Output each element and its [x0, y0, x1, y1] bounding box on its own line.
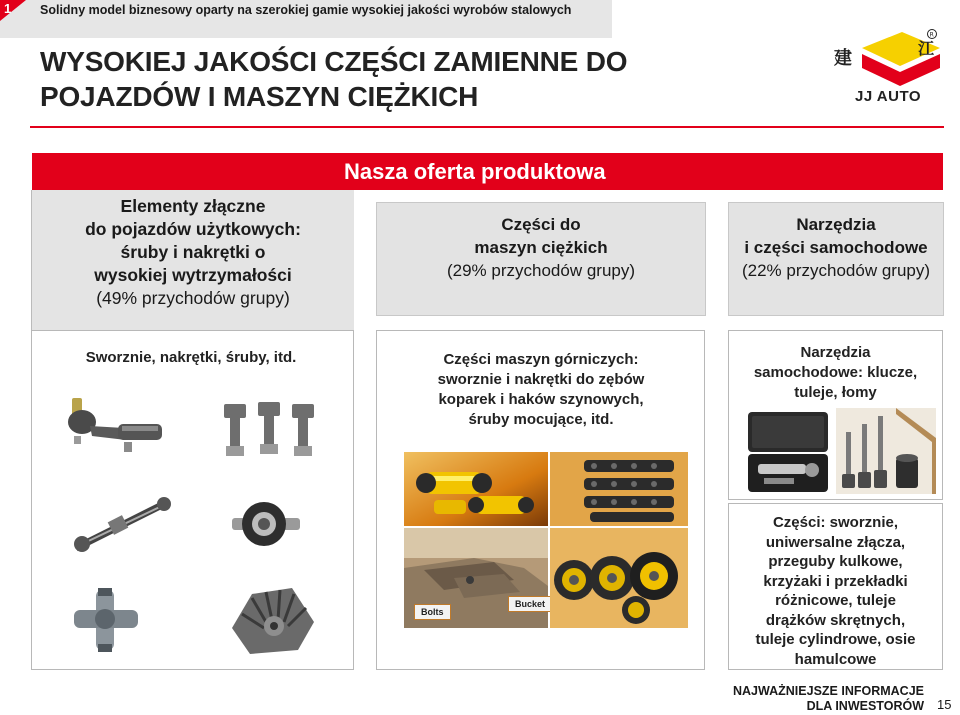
page-title-line2: POJAZDÓW I MASZYN CIĘŻKICH — [40, 81, 479, 112]
sprockets-image — [550, 528, 688, 628]
parts-line4: krzyżaki i przekładki — [763, 572, 908, 590]
title-divider — [30, 126, 944, 128]
svg-text:江: 江 — [918, 39, 935, 58]
footer-line2: DLA INWESTORÓW — [806, 699, 924, 713]
label-bucket: Bucket — [508, 596, 552, 612]
universal-joint-image — [68, 586, 144, 654]
tools-panel-line3: tuleje, łomy — [794, 384, 877, 401]
parts-line5: różnicowe, tuleje — [775, 592, 896, 609]
heavy-line1: Części do — [501, 215, 581, 234]
fasteners-line2: do pojazdów użytkowych: — [85, 219, 301, 239]
category-tools-text — [728, 213, 944, 282]
logo-text: JJ AUTO — [854, 88, 922, 105]
label-bolts: Bolts — [414, 604, 451, 620]
bolts-image — [220, 398, 320, 462]
parts-line6: drążków skrętnych, — [765, 611, 906, 629]
fasteners-line4: wysokiej wytrzymałości — [94, 265, 292, 285]
tools-line1: Narzędzia — [796, 215, 876, 234]
svg-text:R: R — [929, 31, 934, 39]
tools-line3: (22% przychodów grupy) — [741, 261, 931, 280]
section-title: Solidny model biznesowy oparty na szerokiej gamie wysokiej jakości wyrobów stalowych — [40, 3, 572, 17]
parts-line7: tuleje cylindrowe, osie — [755, 631, 916, 648]
parts-line8: hamulcowe — [794, 650, 877, 668]
drive-shaft-image — [70, 492, 174, 556]
fasteners-line1: Elementy złączne — [120, 196, 266, 216]
parts-line3: przeguby kulkowe, — [768, 553, 903, 570]
track-chain-image — [550, 452, 688, 526]
fasteners-line3: śruby i nakrętki o — [120, 242, 266, 262]
tie-rod-end-image — [64, 392, 168, 458]
heavy-line2: maszyn ciężkich — [474, 238, 608, 257]
bushing-image — [228, 496, 304, 554]
heavy-line3: (29% przychodów grupy) — [446, 261, 636, 280]
heavy-panel-line4: śruby mocujące, itd. — [468, 411, 614, 428]
panel-fasteners-title: Sworznie, nakrętki, śruby, itd. — [85, 349, 297, 366]
offer-banner-label: Nasza oferta produktowa — [344, 159, 606, 184]
differential-gear-image — [222, 578, 320, 658]
tool-case-image — [744, 408, 832, 494]
sockets-image — [836, 408, 936, 494]
panel-auto-parts-title — [728, 513, 943, 669]
heavy-panel-line2: sworznie i nakrętki do zębów — [437, 371, 645, 388]
tools-panel-line2: samochodowe: klucze, — [753, 364, 918, 381]
panel-tools-title — [728, 343, 943, 403]
page-number: 15 — [937, 697, 952, 712]
fasteners-line5: (49% przychodów grupy) — [96, 288, 290, 308]
section-number: 1 — [4, 1, 12, 16]
footer-label — [733, 684, 924, 714]
category-heavy-text — [376, 213, 706, 282]
parts-line1: Części: sworznie, — [772, 514, 899, 531]
page-title-line1: WYSOKIEJ JAKOŚCI CZĘŚCI ZAMIENNE DO — [40, 46, 628, 77]
svg-text:建: 建 — [834, 48, 852, 69]
parts-line2: uniwersalne złącza, — [765, 533, 906, 551]
footer-line1: NAJWAŻNIEJSZE INFORMACJE — [733, 684, 924, 698]
panel-heavy-title — [376, 350, 706, 430]
tools-panel-line1: Narzędzia — [800, 344, 871, 361]
heavy-panel-line1: Części maszyn górniczych: — [443, 351, 639, 368]
category-fasteners-text — [35, 195, 351, 310]
track-rollers-image — [404, 452, 548, 526]
page-title — [40, 44, 740, 114]
tools-line2: i części samochodowe — [744, 238, 928, 257]
heavy-panel-line3: koparek i haków szynowych, — [438, 391, 644, 408]
logo-mark-icon — [832, 28, 944, 90]
